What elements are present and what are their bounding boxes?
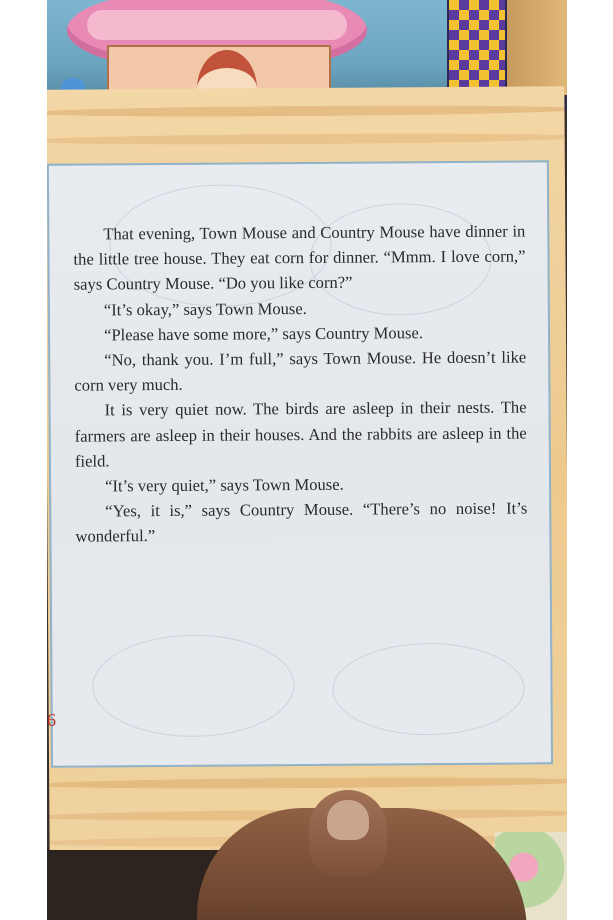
faint-sketch <box>92 634 295 737</box>
mushroom-band-illustration <box>87 10 347 40</box>
paragraph: “No, thank you. I’m full,” says Town Mouse. He doesn’t like corn very much. <box>74 347 527 395</box>
story-text <box>73 218 527 549</box>
page-number: 6 <box>47 710 56 730</box>
wood-grain <box>47 776 567 790</box>
paragraph: “It’s okay,” says Town Mouse. <box>103 298 307 320</box>
paragraph: It is very quiet now. The birds are asleep in their nests. The farmers are asleep in their houses. And the rabbits are asleep in the field. <box>74 397 527 471</box>
wood-grain <box>47 132 567 146</box>
wood-grain <box>47 104 567 118</box>
paragraph: “Please have some more,” says Country Mouse. <box>103 322 424 345</box>
paragraph: That evening, Town Mouse and Country Mouse have dinner in the little tree house. They eat corn for dinner. “Mmm. I love corn,” says Country Mouse. “Do you like corn?” <box>73 221 526 295</box>
book-page <box>47 86 567 858</box>
paragraph: “It’s very quiet,” says Town Mouse. <box>105 474 344 496</box>
wood-corner <box>507 0 567 95</box>
photograph <box>47 0 567 920</box>
checkered-pattern <box>449 0 505 90</box>
thumbnail-nail <box>327 800 369 840</box>
faint-sketch <box>332 642 525 735</box>
paragraph: “Yes, it is,” says Country Mouse. “There’s no noise! It’s wonderful.” <box>75 498 528 547</box>
